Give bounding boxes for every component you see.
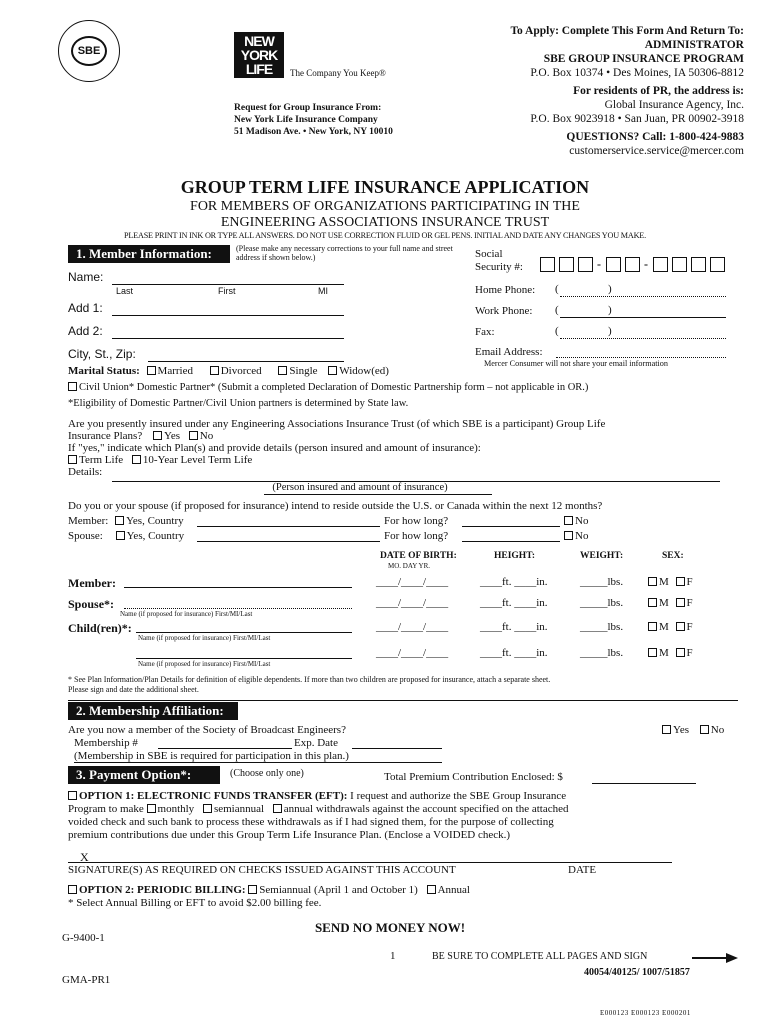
ssn-label-2: Security #:	[475, 261, 523, 273]
reside-member-howlong-label: For how long?	[384, 515, 449, 527]
signature-line[interactable]	[68, 862, 672, 863]
be-sure-text: BE SURE TO COMPLETE ALL PAGES AND SIGN	[432, 951, 648, 962]
row-member-label: Member:	[68, 576, 116, 590]
nyl-logo-line3: LIFE	[245, 61, 273, 77]
membership-number-input[interactable]	[158, 748, 292, 749]
row-child1-dob[interactable]: ____/____/____	[376, 621, 449, 633]
home-phone-label: Home Phone:	[475, 284, 536, 296]
option2-line	[68, 884, 470, 896]
row-member-weight[interactable]: _____lbs.	[580, 576, 624, 588]
reside-member-yes-checkbox[interactable]	[115, 516, 124, 525]
option1-annual-label: annual	[283, 803, 314, 815]
marital-status-label: Marital Status:	[68, 365, 140, 377]
ssn-digit-2[interactable]	[559, 257, 574, 272]
barcode-text: E000123 E000123 E000201	[600, 1009, 691, 1017]
ssn-digit-5[interactable]	[625, 257, 640, 272]
city-input-line[interactable]	[148, 361, 344, 362]
dependents-footnote	[68, 675, 748, 695]
sbe-logo	[58, 20, 120, 82]
row-child2-height[interactable]: ____ft. ____in.	[480, 647, 548, 659]
male-label: M	[659, 576, 669, 588]
fax-label: Fax:	[475, 326, 495, 338]
col-dob: DATE OF BIRTH:	[380, 551, 457, 561]
section1-note: (Please make any necessary corrections to your full name and street address if shown below.)	[236, 244, 453, 262]
section2-header: 2. Membership Affiliation:	[68, 702, 238, 720]
reside-member-no	[564, 515, 588, 527]
q1-line2-text: Insurance Plans?	[68, 430, 143, 442]
add2-input-line[interactable]	[112, 338, 344, 339]
name-last-caption: Last	[116, 286, 134, 296]
lbs-unit: lbs.	[607, 621, 624, 633]
reside-spouse-label: Spouse:	[68, 530, 103, 542]
female-label: F	[686, 597, 693, 609]
membership-number-label: Membership #	[74, 737, 138, 749]
nyl-logo-line2: YORK	[240, 47, 278, 63]
col-dob-sub: MO. DAY YR.	[388, 562, 431, 570]
row-spouse-caption: Name (if proposed for insurance) First/MI/Last	[120, 610, 253, 618]
reside-spouse-howlong-label: For how long?	[384, 530, 449, 542]
admin-line-3: P.O. Box 10374 • Des Moines, IA 50306-8812	[530, 67, 744, 79]
email-note: Mercer Consumer will not share your email information	[484, 359, 668, 368]
marital-married-label: Married	[157, 365, 193, 377]
term-life-label: Term Life	[79, 454, 124, 466]
term-life-checkbox[interactable]	[68, 455, 77, 464]
female-label: F	[686, 647, 693, 659]
q1-line1: Are you presently insured under any Engineering Associations Insurance Trust (of which SBE is a participant) Group Life	[68, 418, 606, 430]
row-member-dob[interactable]: ____/____/____	[376, 576, 449, 588]
name-input-line[interactable]	[112, 284, 344, 285]
col-sex: SEX:	[662, 551, 684, 561]
exp-date-input[interactable]	[352, 748, 442, 749]
option1-l2a: Program to make	[68, 803, 144, 815]
section3-header: 3. Payment Option*:	[68, 766, 220, 784]
ssn-digit-1[interactable]	[540, 257, 555, 272]
row-child1-male-checkbox[interactable]	[648, 622, 657, 631]
col-weight: WEIGHT:	[580, 551, 624, 561]
civil-union-text: Civil Union* Domestic Partner* (Submit a completed Declaration of Domestic Partnership form – not applicable in OR.)	[79, 382, 589, 393]
name-label: Name:	[68, 270, 104, 284]
choose-only-one: (Choose only one)	[230, 768, 304, 779]
option1-line3: voided check and such bank to process these withdrawals as if I had signed them, for the purpose of collecting	[68, 816, 554, 828]
details-caption-underline	[264, 494, 492, 495]
row-child1-sex	[648, 621, 693, 633]
gma-code: GMA-PR1	[62, 974, 111, 986]
form-number: G-9400-1	[62, 932, 105, 944]
work-phone-paren-close: )	[608, 304, 612, 316]
question-existing-insurance	[68, 418, 748, 478]
section1-divider	[68, 700, 738, 701]
home-phone-paren-close: )	[608, 283, 612, 295]
email-input[interactable]	[556, 357, 726, 358]
option1-l2b: withdrawals against the account specified on the attached	[315, 803, 569, 815]
add2-label: Add 2:	[68, 324, 103, 338]
civil-union-checkbox[interactable]	[68, 382, 77, 391]
in-unit: in.	[536, 621, 548, 633]
option1-monthly-label: monthly	[157, 803, 195, 815]
option1-semiannual-checkbox[interactable]	[203, 804, 212, 813]
request-from	[234, 102, 393, 138]
eligibility-note: *Eligibility of Domestic Partner/Civil Union partners is determined by State law.	[68, 398, 409, 409]
request-line-3: 51 Madison Ave. • New York, NY 10010	[234, 127, 393, 137]
row-spouse-female-checkbox[interactable]	[676, 598, 685, 607]
reside-spouse-no	[564, 530, 588, 542]
row-member-male-checkbox[interactable]	[648, 577, 657, 586]
details-label: Details:	[68, 466, 103, 478]
contact-email[interactable]: customerservice.service@mercer.com	[569, 145, 744, 157]
row-child2-sex	[648, 647, 693, 659]
ten-year-checkbox[interactable]	[132, 455, 141, 464]
in-unit: in.	[536, 647, 548, 659]
option2-semiannual-checkbox[interactable]	[248, 885, 257, 894]
option2-annual-checkbox[interactable]	[427, 885, 436, 894]
request-line-2: New York Life Insurance Company	[234, 115, 378, 125]
row-spouse-male-checkbox[interactable]	[648, 598, 657, 607]
row-children-label: Child(ren)*:	[68, 621, 132, 635]
nyl-tagline: The Company You Keep®	[290, 68, 386, 78]
marital-widowed-checkbox[interactable]	[328, 366, 337, 375]
reside-member-no-checkbox[interactable]	[564, 516, 573, 525]
row-spouse-sex	[648, 597, 693, 609]
admin-line-1: ADMINISTRATOR	[644, 39, 744, 51]
reside-spouse-no-checkbox[interactable]	[564, 531, 573, 540]
reside-spouse-country[interactable]	[197, 541, 380, 542]
row-child2-weight[interactable]: _____lbs.	[580, 647, 624, 659]
membership-yes-no	[662, 724, 724, 736]
q1-line2	[68, 430, 748, 442]
reside-member-howlong[interactable]	[462, 526, 560, 527]
male-label: M	[659, 597, 669, 609]
ft-unit: ft.	[502, 647, 512, 659]
reside-spouse-yes-label: Yes, Country	[126, 530, 185, 542]
marital-widowed-label: Widow(ed)	[339, 365, 389, 377]
row-member-sex	[648, 576, 693, 588]
ten-year-label: 10-Year Level Term Life	[142, 454, 253, 466]
total-premium-input[interactable]	[592, 783, 696, 784]
sbe-logo-text: SBE	[77, 45, 101, 57]
row-child1-height[interactable]: ____ft. ____in.	[480, 621, 548, 633]
civil-union-row	[68, 382, 588, 393]
subtitle-1: FOR MEMBERS OF ORGANIZATIONS PARTICIPATING IN THE	[190, 199, 580, 214]
details-caption: (Person insured and amount of insurance)	[272, 482, 448, 493]
q2-line: If "yes," indicate which Plan(s) and provide details (person insured and amount of insurance):	[68, 442, 481, 454]
row-member-name[interactable]	[124, 587, 352, 588]
reside-member-country[interactable]	[197, 526, 380, 527]
q1-yes-checkbox[interactable]	[153, 431, 162, 440]
fax-paren: (	[555, 325, 559, 337]
membership-required: (Membership in SBE is required for participation in this plan.)	[74, 750, 349, 762]
q1-yes-label: Yes	[163, 430, 180, 442]
questions-phone: QUESTIONS? Call: 1-800-424-9883	[566, 131, 744, 143]
ft-unit: ft.	[502, 621, 512, 633]
row-child2-dob[interactable]: ____/____/____	[376, 647, 449, 659]
plan-options-row	[68, 454, 748, 466]
row-member-height[interactable]: ____ft. ____in.	[480, 576, 548, 588]
row-child2-name[interactable]	[136, 658, 352, 659]
work-phone-label: Work Phone:	[475, 305, 533, 317]
reside-member-no-label: No	[575, 515, 589, 527]
ssn-label-1: Social	[475, 248, 503, 260]
option1-line1	[68, 790, 758, 803]
section1-header: 1. Member Information:	[68, 245, 230, 263]
fax-paren-close: )	[608, 325, 612, 337]
reside-spouse-yes-checkbox[interactable]	[116, 531, 125, 540]
row-child2-caption: Name (if proposed for insurance) First/MI/Last	[138, 660, 271, 668]
return-address	[424, 24, 744, 158]
admin-line-2: SBE GROUP INSURANCE PROGRAM	[543, 53, 744, 65]
col-height: HEIGHT:	[494, 551, 535, 561]
lbs-unit: lbs.	[607, 597, 624, 609]
marital-divorced-label: Divorced	[220, 365, 262, 377]
row-child1-caption: Name (if proposed for insurance) First/MI/Last	[138, 634, 271, 642]
form-codes: 40054/40125/ 1007/51857	[584, 967, 690, 978]
membership-no-checkbox[interactable]	[700, 725, 709, 734]
option2-annual-label: Annual	[437, 884, 470, 896]
option2-semiannual-label: Semiannual (April 1 and October 1)	[259, 884, 418, 896]
work-phone-input[interactable]	[560, 317, 726, 318]
question-reside-outside: Do you or your spouse (if proposed for insurance) intend to reside outside the U.S. or Canada within the next 12 months?	[68, 500, 603, 512]
name-first-caption: First	[218, 286, 236, 296]
q1-no-checkbox[interactable]	[189, 431, 198, 440]
subtitle-2: ENGINEERING ASSOCIATIONS INSURANCE TRUST	[220, 215, 550, 230]
reside-member-row	[68, 515, 184, 527]
lbs-unit: lbs.	[607, 576, 624, 588]
row-child2-male-checkbox[interactable]	[648, 648, 657, 657]
row-child1-name[interactable]	[136, 632, 352, 633]
signature-date-label: DATE	[568, 864, 597, 876]
pr-line-1: For residents of PR, the address is:	[573, 85, 744, 97]
row-spouse-label: Spouse*:	[68, 597, 115, 611]
city-label: City, St., Zip:	[68, 347, 136, 361]
marital-single-label: Single	[289, 365, 318, 377]
membership-required-underline	[74, 762, 442, 763]
row-spouse-name[interactable]	[124, 608, 352, 609]
to-apply: To Apply: Complete This Form And Return To:	[510, 25, 744, 37]
email-label: Email Address:	[475, 346, 543, 358]
lbs-unit: lbs.	[607, 647, 624, 659]
membership-yes-checkbox[interactable]	[662, 725, 671, 734]
add1-label: Add 1:	[68, 301, 103, 315]
work-phone-paren: (	[555, 304, 559, 316]
option1-line2	[68, 803, 758, 816]
signature-label: SIGNATURE(S) AS REQUIRED ON CHECKS ISSUED AGAINST THIS ACCOUNT	[68, 864, 456, 876]
reside-member-label: Member:	[68, 515, 109, 527]
ssn-digit-7[interactable]	[672, 257, 687, 272]
option1-monthly-checkbox[interactable]	[147, 804, 156, 813]
nyl-logo	[234, 32, 284, 78]
option1-title: OPTION 1: ELECTRONIC FUNDS TRANSFER (EFT):	[79, 790, 348, 802]
instructions: PLEASE PRINT IN INK OR TYPE ALL ANSWERS. DO NOT USE CORRECTION FLUID OR GEL PENS. INITIAL AND DATE ANY CHANGES YOU MAKE.	[124, 231, 646, 240]
page-title: GROUP TERM LIFE INSURANCE APPLICATION	[180, 177, 590, 197]
add1-input-line[interactable]	[112, 315, 344, 316]
row-child1-female-checkbox[interactable]	[676, 622, 685, 631]
female-label: F	[686, 621, 693, 633]
option2-note: * Select Annual Billing or EFT to avoid $2.00 billing fee.	[68, 897, 322, 909]
ssn-digit-3[interactable]	[578, 257, 593, 272]
marital-divorced-checkbox[interactable]	[210, 366, 219, 375]
marital-single-checkbox[interactable]	[278, 366, 287, 375]
pr-line-3: P.O. Box 9023918 • San Juan, PR 00902-3918	[530, 113, 744, 125]
row-child1-weight[interactable]: _____lbs.	[580, 621, 624, 633]
option2-checkbox[interactable]	[68, 885, 77, 894]
option1-rest: I request and authorize the SBE Group Insurance	[347, 790, 567, 802]
row-spouse-weight[interactable]: _____lbs.	[580, 597, 624, 609]
male-label: M	[659, 621, 669, 633]
row-spouse-dob[interactable]: ____/____/____	[376, 597, 449, 609]
option1-block	[68, 790, 758, 842]
name-mi-caption: MI	[318, 286, 328, 296]
ssn-digit-4[interactable]	[606, 257, 621, 272]
row-member-female-checkbox[interactable]	[676, 577, 685, 586]
option1-line4: premium contributions due under this Group Term Life Insurance Plan. (Enclose a VOIDED check.)	[68, 829, 511, 841]
total-premium-label: Total Premium Contribution Enclosed: $	[384, 771, 563, 783]
row-spouse-height[interactable]: ____ft. ____in.	[480, 597, 548, 609]
footnote-line2: Please sign and date the additional sheet.	[68, 685, 199, 694]
membership-yes-label: Yes	[673, 724, 690, 736]
option1-annual-checkbox[interactable]	[273, 804, 282, 813]
page-number: 1	[390, 950, 396, 962]
home-phone-input[interactable]	[560, 296, 726, 297]
ssn-dash-1: -	[597, 257, 601, 271]
ssn-digit-8[interactable]	[691, 257, 706, 272]
reside-spouse-no-label: No	[575, 530, 589, 542]
ft-unit: ft.	[502, 576, 512, 588]
right-arrow-icon	[692, 953, 738, 961]
exp-date-label: Exp. Date	[294, 737, 338, 749]
signature-x: X	[80, 850, 89, 864]
pr-line-2: Global Insurance Agency, Inc.	[604, 99, 744, 111]
fax-input[interactable]	[560, 338, 726, 339]
male-label: M	[659, 647, 669, 659]
in-unit: in.	[536, 597, 548, 609]
marital-married-checkbox[interactable]	[147, 366, 156, 375]
ssn-label	[475, 248, 523, 274]
option2-title: OPTION 2: PERIODIC BILLING:	[79, 884, 246, 896]
female-label: F	[686, 576, 693, 588]
marital-status-row	[68, 365, 389, 377]
reside-spouse-howlong[interactable]	[462, 541, 560, 542]
request-line-1: Request for Group Insurance From:	[234, 103, 382, 113]
footnote-line1: * See Plan Information/Plan Details for definition of eligible dependents. If more than two children are proposed for insurance, attach a separate sheet.	[68, 675, 551, 684]
reside-member-yes-label: Yes, Country	[126, 515, 184, 527]
row-child2-female-checkbox[interactable]	[676, 648, 685, 657]
membership-no-label: No	[710, 724, 725, 736]
send-no-money: SEND NO MONEY NOW!	[314, 920, 466, 935]
ssn-dash-2: -	[644, 257, 648, 271]
reside-spouse-row	[68, 530, 184, 542]
in-unit: in.	[536, 576, 548, 588]
nyl-logo-line1: NEW	[244, 33, 274, 49]
ft-unit: ft.	[502, 597, 512, 609]
home-phone-paren: (	[555, 283, 559, 295]
option1-semiannual-label: semiannual	[213, 803, 265, 815]
ssn-digit-9[interactable]	[710, 257, 725, 272]
q1-no-label: No	[199, 430, 214, 442]
option1-checkbox[interactable]	[68, 791, 77, 800]
membership-question: Are you now a member of the Society of Broadcast Engineers?	[68, 724, 346, 736]
ssn-digit-6[interactable]	[653, 257, 668, 272]
